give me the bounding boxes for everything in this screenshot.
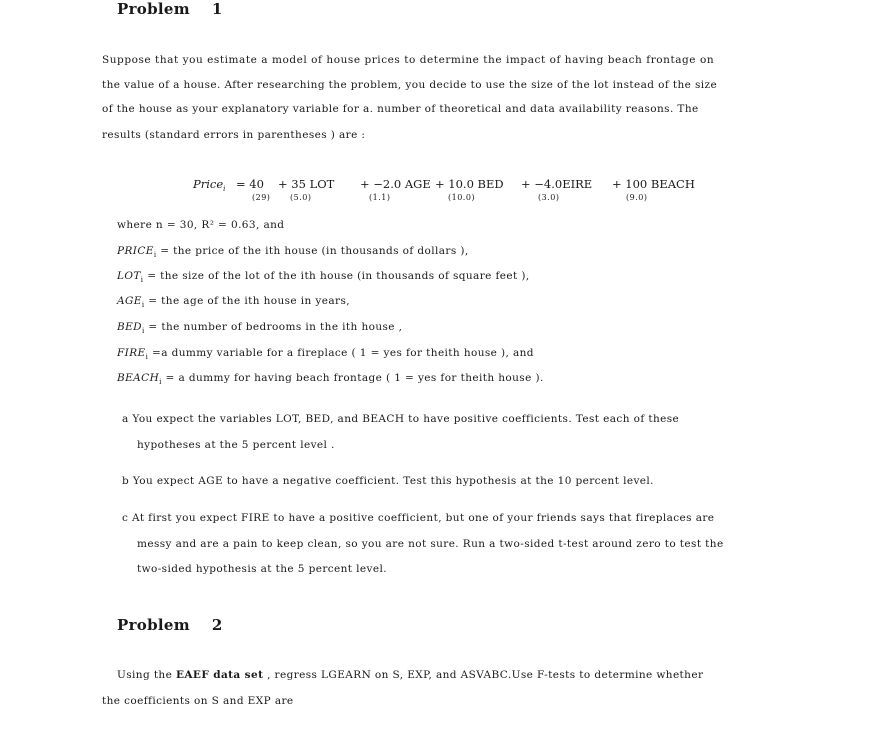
part-b-line-1: b You expect AGE to have a negative coefficient. Test this hypothesis at the 10 percent level. <box>122 475 654 487</box>
equation-lhs: Price$_i$ <box>193 177 226 193</box>
part-a-line-1: a You expect the variables LOT, BED, and BEACH to have positive coefficients. Test each of these <box>122 413 680 425</box>
part-c-line-1: c At first you expect FIRE to have a positive coefficient, but one of your friends says that fireplaces are <box>122 512 715 524</box>
intro-line-4: results (standard errors in parentheses ) are : <box>102 129 366 141</box>
definition-age: $AGE_i$ = the age of the ith house in years, <box>117 295 350 309</box>
se-lot: (5.0) <box>290 193 312 202</box>
se-fire: (3.0) <box>538 193 560 202</box>
problem-2-number: 2 <box>211 616 223 634</box>
definition-fire: $FIRE_i =a$ dummy variable for a fireplace ( 1 = yes for theith house ), and <box>117 347 534 361</box>
problem-1-heading <box>117 0 223 18</box>
equation-term-age: + −2.0 AGE <box>360 177 431 191</box>
part-c-line-2: messy and are a pain to keep clean, so you are not sure. Run a two-sided t-test around zero to test the <box>137 538 724 550</box>
equation-term-intercept: = 40 <box>236 177 264 191</box>
problem-2-line-1: Using the EAEF data set , regress LGEARN on S, EXP, and ASVABC.Use F-tests to determine whether <box>117 669 704 681</box>
dataset-name: EAEF data set <box>175 669 264 681</box>
intro-line-3: of the house as your explanatory variable for a. number of theoretical and data availability reasons. The <box>102 103 699 115</box>
definition-lot: $LOT_i$ = the size of the lot of the ith house (in thousands of square feet ), <box>117 270 530 284</box>
se-beach: (9.0) <box>626 193 648 202</box>
intro-line-2: the value of a house. After researching the problem, you decide to use the size of the lot instead of the size <box>102 79 718 91</box>
equation-term-bed: + 10.0 BED <box>435 177 504 191</box>
equation-term-fire: + −4.0EIRE <box>521 177 593 191</box>
part-c-line-3: two-sided hypothesis at the 5 percent level. <box>137 563 387 575</box>
problem-1-word: Problem <box>117 0 190 18</box>
problem-2-word: Problem <box>117 616 190 634</box>
definition-price: $PRICE_i$ = the price of the ith house (in thousands of dollars ), <box>117 245 469 259</box>
se-bed: (10.0) <box>448 193 476 202</box>
definition-beach: $BEACH_i = a$ dummy for having beach frontage ( 1 = yes for theith house ). <box>117 372 544 386</box>
problem-1-number: 1 <box>211 0 223 18</box>
part-a-line-2: hypotheses at the 5 percent level . <box>137 439 335 451</box>
problem-2-heading <box>117 616 223 634</box>
equation-term-beach: + 100 BEACH <box>612 177 695 191</box>
definition-bed: $BED_i$ = the number of bedrooms in the ith house , <box>117 321 403 335</box>
equation-term-lot: + 35 LOT <box>278 177 335 191</box>
intro-line-1: Suppose that you estimate a model of house prices to determine the impact of having beach frontage on <box>102 54 715 66</box>
problem-2-line-2: the coefficients on S and EXP are <box>102 695 294 707</box>
se-intercept: (29) <box>252 193 271 202</box>
se-age: (1.1) <box>369 193 391 202</box>
where-line: where n = 30, R² = 0.63, and <box>117 219 285 231</box>
